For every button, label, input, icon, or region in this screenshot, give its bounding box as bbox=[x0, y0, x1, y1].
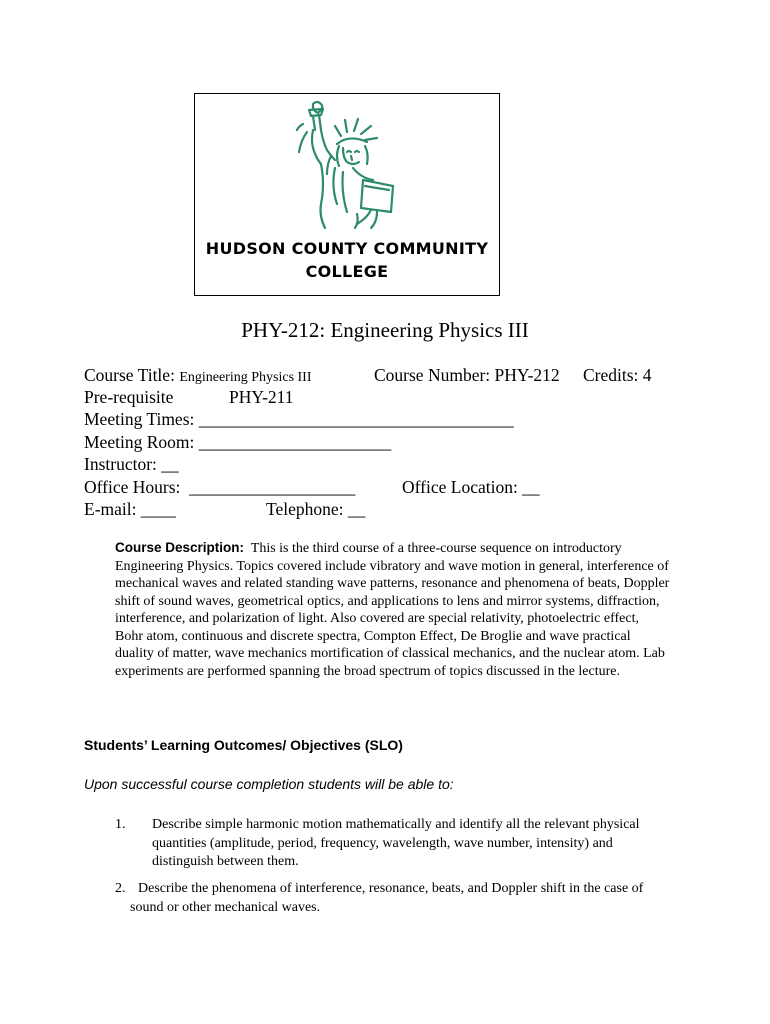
email: E-mail: ____ bbox=[84, 499, 176, 519]
meeting-times: Meeting Times: ____________________________________ bbox=[84, 409, 514, 429]
slo-intro: Upon successful course completion students will be able to: bbox=[84, 776, 454, 792]
slo-item-1-text: Describe simple harmonic motion mathematically and identify all the relevant physical quantities (amplitude, period, frequency, wavelength, wave number, intensity) and distinguish between them. bbox=[152, 817, 640, 869]
course-description bbox=[115, 539, 670, 680]
statue-of-liberty-logo bbox=[291, 98, 407, 232]
course-title-value: Engineering Physics III bbox=[179, 370, 312, 385]
slo-item-2-number: 2. bbox=[115, 881, 126, 896]
telephone: Telephone: __ bbox=[266, 499, 366, 519]
instructor: Instructor: __ bbox=[84, 454, 179, 474]
college-name-line1: HUDSON COUNTY COMMUNITY bbox=[205, 239, 489, 258]
page-title: PHY-212: Engineering Physics III bbox=[241, 318, 529, 342]
slo-item-2-text: Describe the phenomena of interference, resonance, beats, and Doppler shift in the case of sound or other mechanical waves. bbox=[130, 881, 644, 915]
office-location: Office Location: __ bbox=[402, 477, 540, 497]
prerequisite-label: Pre-requisite bbox=[84, 387, 174, 407]
course-title-label: Course Title: bbox=[84, 365, 180, 385]
college-logo-box bbox=[194, 93, 500, 296]
prerequisite-value: PHY-211 bbox=[229, 387, 294, 407]
course-number: Course Number: PHY-212 bbox=[374, 365, 560, 385]
office-hours: Office Hours: ___________________ bbox=[84, 477, 356, 497]
slo-heading: Students’ Learning Outcomes/ Objectives (SLO) bbox=[84, 737, 403, 753]
course-description-label: Course Description: bbox=[115, 540, 245, 555]
course-description-text: This is the third course of a three-course sequence on introductory Engineering Physics. Topics covered include vibratory and wave motion in general, interference of mechanical waves and related standing wave patterns, resonance and phenomena of beats, Doppler shift of sound waves, geometrical optics, and applications to lens and mirror systems, diffraction, interference, and polarization of light. Also covered are special relativity, photoelectric effect, Bohr atom, continuous and discrete spectra, Compton Effect, De Broglie and wave practical duality of matter, wave mechanics mortification of classical mechanics, and the nuclear atom. Lab experiments are performed spanning the broad spectrum of topics discussed in the lecture. bbox=[115, 541, 670, 679]
meeting-room: Meeting Room: ______________________ bbox=[84, 432, 392, 452]
course-credits: Credits: 4 bbox=[583, 365, 652, 385]
college-name-line2: COLLEGE bbox=[305, 262, 389, 281]
slo-item-1-number: 1. bbox=[115, 817, 126, 832]
